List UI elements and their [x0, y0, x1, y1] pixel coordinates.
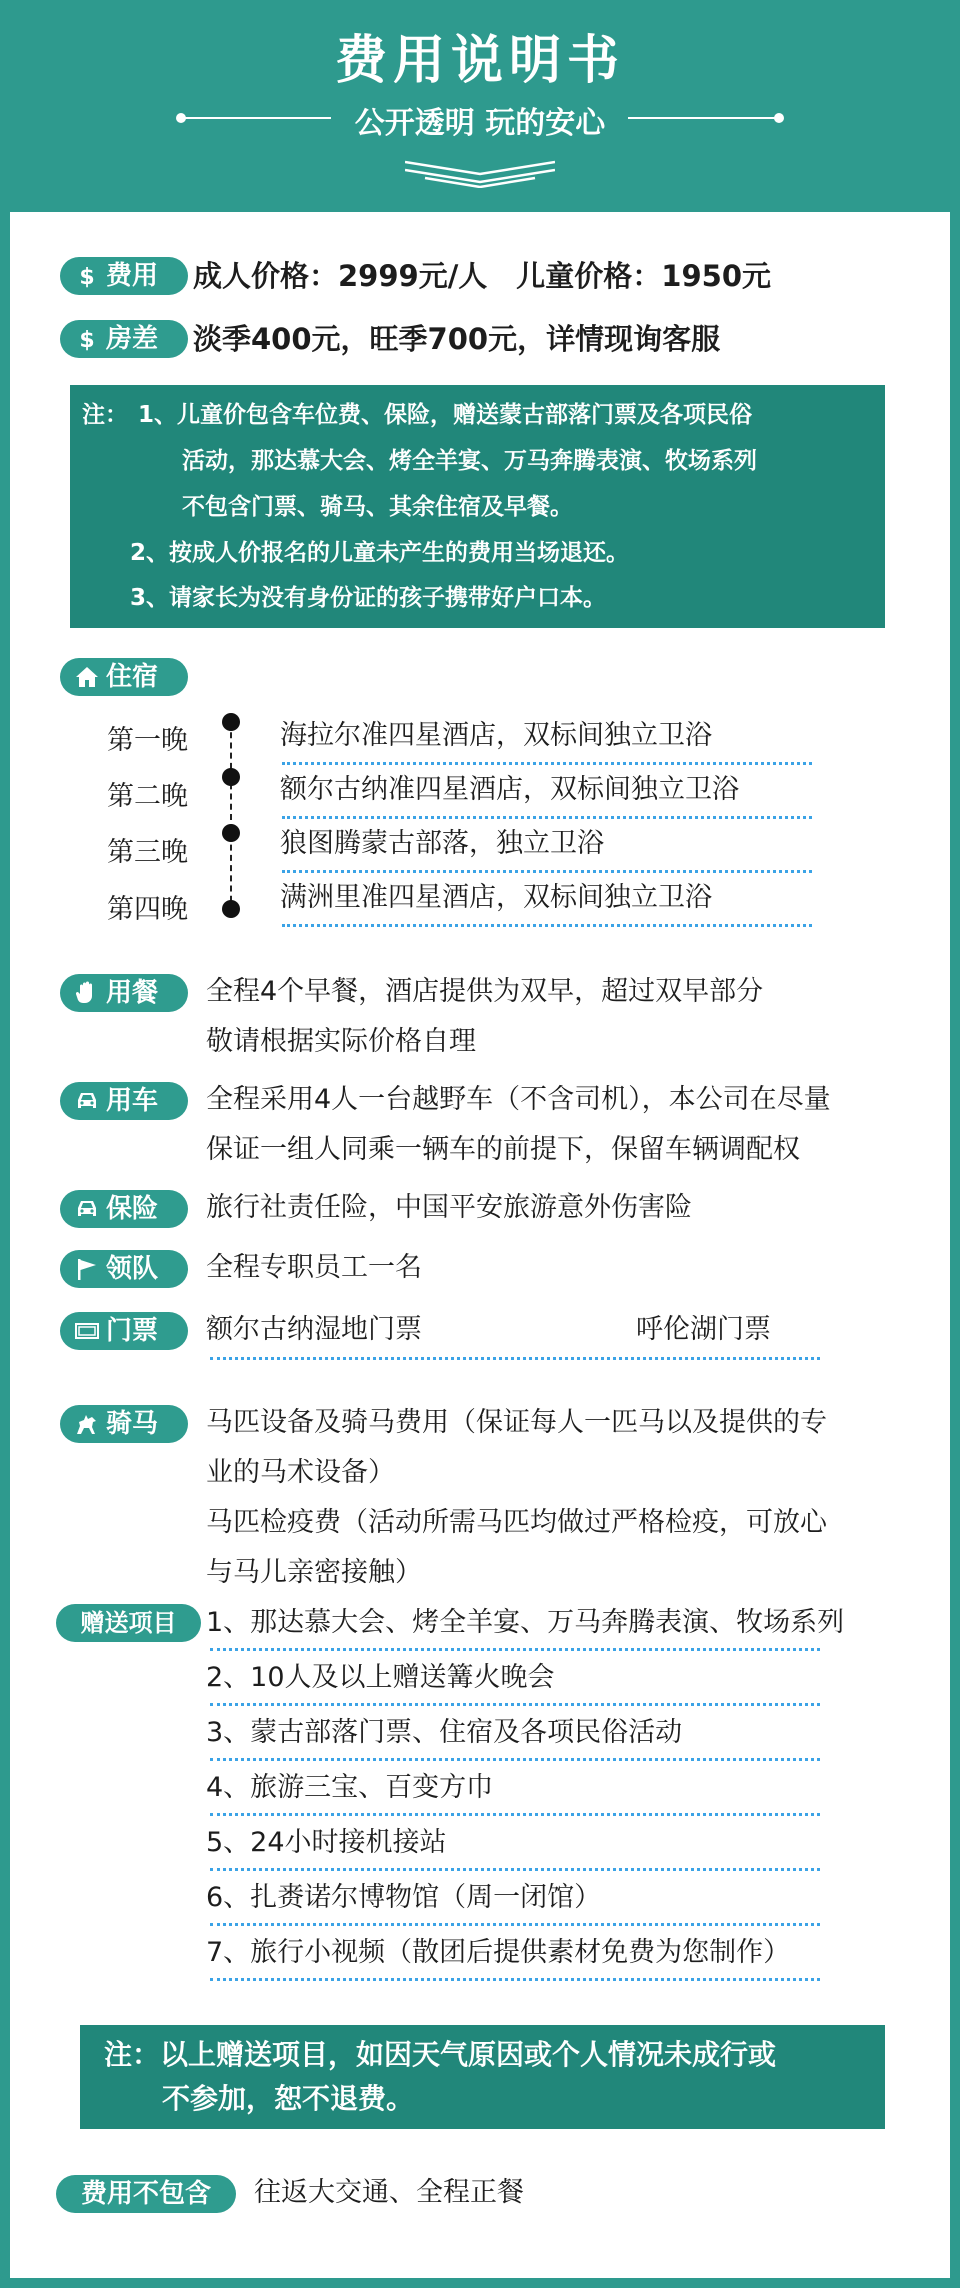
- ticket-icon: [74, 1318, 100, 1344]
- ticket-item: 呼伦湖门票: [636, 1314, 771, 1345]
- lodging-label: 住宿: [106, 662, 159, 692]
- vehicle-pill: [60, 1082, 188, 1120]
- excluded-label: 费用不包含: [80, 2179, 211, 2209]
- night-label: 第四晚: [107, 894, 188, 925]
- timeline-dot: [222, 900, 240, 918]
- excluded-pill: [56, 2175, 236, 2213]
- gift-item: 7、旅行小视频（散团后提供素材免费为您制作）: [206, 1937, 791, 1968]
- svg-text:$: $: [79, 328, 95, 352]
- home-icon: [74, 664, 100, 690]
- gifts-note: [80, 2025, 885, 2129]
- dotted-divider: [282, 816, 812, 819]
- timeline-dot: [222, 713, 240, 731]
- vehicle-text: 全程采用4人一台越野车（不含司机），本公司在尽量: [206, 1084, 831, 1115]
- dotted-divider: [210, 1813, 820, 1816]
- excluded-text: 往返大交通、全程正餐: [254, 2177, 524, 2208]
- car-icon: [74, 1196, 100, 1222]
- timeline-dot: [222, 768, 240, 786]
- page-header: [0, 0, 960, 205]
- money-icon: [74, 326, 100, 352]
- flag-icon: [74, 1256, 100, 1282]
- room-diff-text: 淡季400元，旺季700元，详情现询客服: [193, 322, 721, 356]
- guide-text: 全程专职员工一名: [206, 1252, 422, 1283]
- children-price-note: [70, 385, 885, 628]
- price-pill: [60, 257, 188, 295]
- riding-pill: [60, 1405, 188, 1443]
- insurance-text: 旅行社责任险，中国平安旅游意外伤害险: [206, 1192, 692, 1223]
- subtitle-right-line: [628, 117, 776, 119]
- ticket-item: 额尔古纳湿地门票: [206, 1314, 422, 1345]
- page-subtitle: 公开透明 玩的安心: [354, 106, 606, 141]
- content-card: [10, 212, 950, 2278]
- riding-text: 马匹检疫费（活动所需马匹均做过严格检疫，可放心: [206, 1507, 827, 1538]
- room-diff-label: 房差: [106, 324, 159, 354]
- room-diff-pill: [60, 320, 188, 358]
- tickets-label: 门票: [106, 1316, 159, 1346]
- dotted-divider: [210, 1923, 820, 1926]
- tickets-pill: [60, 1312, 188, 1350]
- dotted-divider: [210, 1703, 820, 1706]
- guide-label: 领队: [106, 1254, 159, 1284]
- hotel-text: 狼图腾蒙古部落，独立卫浴: [280, 828, 604, 859]
- meals-label: 用餐: [106, 978, 159, 1008]
- car-icon: [74, 1088, 100, 1114]
- subtitle-right-dot: [774, 113, 784, 123]
- price-label: 费用: [106, 261, 159, 291]
- note-prefix: 注：: [82, 402, 128, 428]
- note-line: 1、儿童价包含车位费、保险，赠送蒙古部落门票及各项民俗: [138, 402, 753, 428]
- meals-text: 敬请根据实际价格自理: [206, 1026, 476, 1057]
- vehicle-label: 用车: [106, 1086, 159, 1116]
- note-line: 不参加，恕不退费。: [162, 2082, 415, 2115]
- money-icon: [74, 263, 100, 289]
- gift-item: 6、扎赉诺尔博物馆（周一闭馆）: [206, 1882, 602, 1913]
- gift-item: 5、24小时接机接站: [206, 1827, 447, 1858]
- insurance-pill: [60, 1190, 188, 1228]
- note-line: 活动，那达慕大会、烤全羊宴、万马奔腾表演、牧场系列: [182, 448, 757, 474]
- riding-text: 与马儿亲密接触）: [206, 1557, 422, 1588]
- subtitle-row: [0, 98, 960, 141]
- lodging-pill: [60, 658, 188, 696]
- hotel-text: 满洲里准四星酒店，双标间独立卫浴: [280, 882, 712, 913]
- chevron-down-icon: [405, 158, 555, 188]
- hand-icon: [74, 980, 100, 1006]
- dotted-divider: [282, 870, 812, 873]
- horse-icon: [74, 1411, 100, 1437]
- note-line: 注：以上赠送项目，如因天气原因或个人情况未成行或: [104, 2038, 777, 2071]
- guide-pill: [60, 1250, 188, 1288]
- dotted-divider: [282, 924, 812, 927]
- meals-text: 全程4个早餐，酒店提供为双早，超过双早部分: [206, 976, 764, 1007]
- timeline-dot: [222, 824, 240, 842]
- hotel-text: 额尔古纳准四星酒店，双标间独立卫浴: [280, 774, 739, 805]
- timeline-line: [230, 722, 232, 912]
- night-label: 第三晚: [107, 837, 188, 868]
- dotted-divider: [210, 1868, 820, 1871]
- gift-item: 2、10人及以上赠送篝火晚会: [206, 1662, 555, 1693]
- svg-text:$: $: [79, 265, 95, 289]
- riding-label: 骑马: [106, 1409, 159, 1439]
- page-title: 费用说明书: [334, 31, 625, 91]
- note-line: 不包含门票、骑马、其余住宿及早餐。: [182, 494, 573, 520]
- night-label: 第二晚: [107, 781, 188, 812]
- note-line: 2、按成人价报名的儿童未产生的费用当场退还。: [130, 540, 630, 566]
- dotted-divider: [282, 762, 812, 765]
- note-line: 3、请家长为没有身份证的孩子携带好户口本。: [130, 585, 607, 611]
- dotted-divider: [210, 1758, 820, 1761]
- dotted-divider: [210, 1978, 820, 1981]
- gifts-label: 赠送项目: [80, 1609, 177, 1637]
- gifts-pill: [56, 1604, 201, 1642]
- gift-item: 4、旅游三宝、百变方巾: [206, 1772, 494, 1803]
- gift-item: 1、那达慕大会、烤全羊宴、万马奔腾表演、牧场系列: [206, 1607, 845, 1638]
- price-text: 成人价格：2999元/人 儿童价格：1950元: [193, 259, 772, 293]
- gift-item: 3、蒙古部落门票、住宿及各项民俗活动: [206, 1717, 683, 1748]
- dotted-divider: [210, 1648, 820, 1651]
- riding-text: 业的马术设备）: [206, 1457, 395, 1488]
- insurance-label: 保险: [106, 1194, 159, 1224]
- night-label: 第一晚: [107, 725, 188, 756]
- dotted-divider: [210, 1357, 820, 1360]
- meals-pill: [60, 974, 188, 1012]
- hotel-text: 海拉尔准四星酒店，双标间独立卫浴: [280, 720, 712, 751]
- vehicle-text: 保证一组人同乘一辆车的前提下，保留车辆调配权: [206, 1134, 800, 1165]
- riding-text: 马匹设备及骑马费用（保证每人一匹马以及提供的专: [206, 1407, 827, 1438]
